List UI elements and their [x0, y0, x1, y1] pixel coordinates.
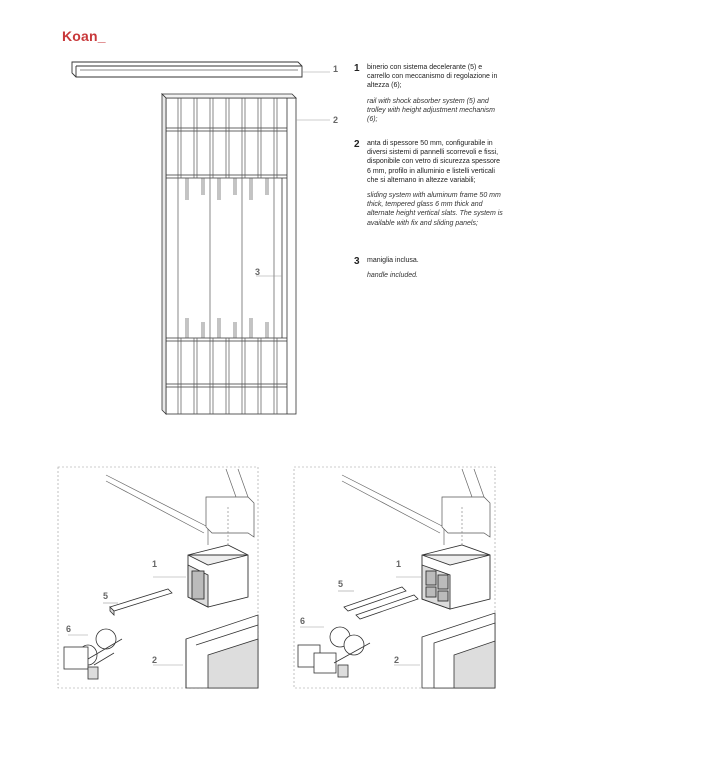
spec-text-it: anta di spessore 50 mm, configurabile in diversi sistemi di pannelli scorrevoli e fissi, disponibile con vetro di sicurezza spessore 6 mm, profilo in alluminio e listelli verticali che si alternano in altezze variabili;: [367, 140, 501, 184]
spec-item-1: [354, 63, 504, 124]
spec-text-it: maniglia inclusa.: [367, 257, 419, 264]
callout-trolley: 6: [300, 616, 306, 626]
callout-profile: 1: [152, 559, 158, 569]
spec-number: 2: [354, 139, 360, 150]
spec-text-en: rail with shock absorber system (5) and trolley with height adjustment mechanism (6);: [367, 97, 496, 124]
spec-text-it: binerio con sistema decelerante (5) e carrello con meccanismo di regolazione in altezza (6);: [367, 64, 498, 90]
callout-rail: 1: [333, 64, 339, 74]
spec-item-3: [354, 256, 504, 280]
spec-text-en: sliding system with aluminum frame 50 mm thick, tempered glass 6 mm thick and alternate height vertical slats. The system is available with fix and sliding panels;: [367, 192, 503, 227]
spec-text-en: handle included.: [367, 272, 418, 280]
spec-item-2: [354, 139, 504, 228]
brand-logo: Koan_: [62, 28, 106, 44]
door-panel-drawing: [162, 94, 296, 414]
detail-drawing-double: [294, 467, 496, 689]
spec-number: 3: [354, 256, 360, 267]
callout-door: 2: [394, 655, 400, 665]
rail-drawing: [72, 62, 302, 77]
callout-track: 5: [338, 579, 344, 589]
spec-number: 1: [354, 63, 360, 74]
callout-handle: 3: [255, 267, 261, 277]
callout-trolley: 6: [66, 624, 72, 634]
callout-track: 5: [103, 591, 109, 601]
callout-door: 2: [152, 655, 158, 665]
detail-drawing-single: [58, 467, 258, 689]
callout-panel: 2: [333, 115, 339, 125]
callout-profile: 1: [396, 559, 402, 569]
